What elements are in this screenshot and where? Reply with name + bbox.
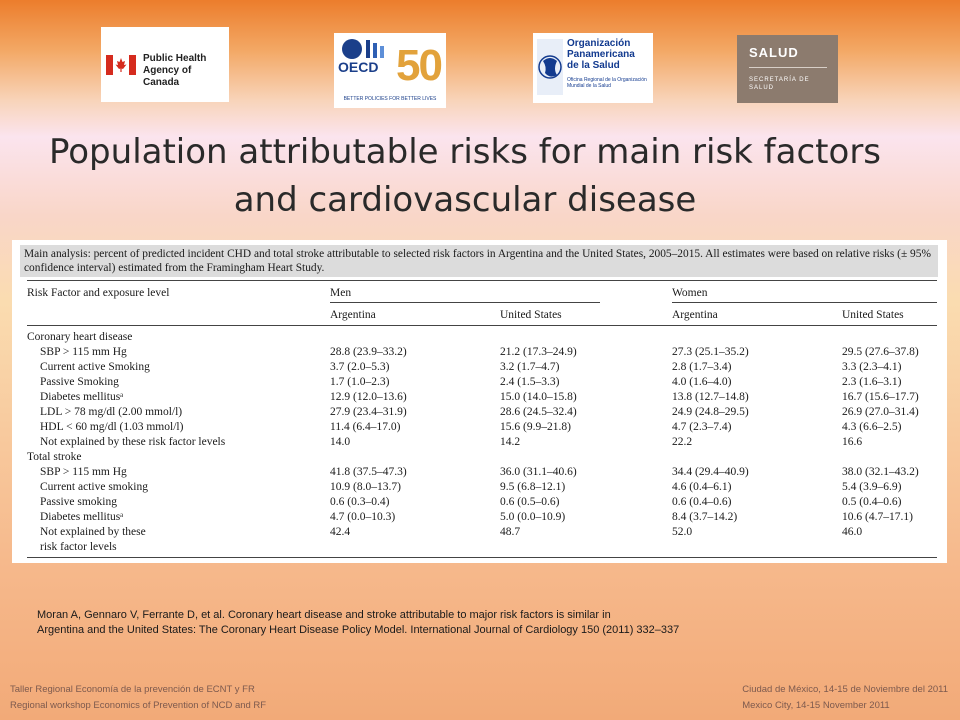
cell-men-united-states: 36.0 (31.1–40.6) xyxy=(500,466,577,478)
row-label: Passive smoking xyxy=(40,496,117,508)
cell-men-argentina: 28.8 (23.9–33.2) xyxy=(330,346,407,358)
risk-table xyxy=(12,240,947,563)
footer-left xyxy=(10,682,266,714)
cell-men-united-states: 15.0 (14.0–15.8) xyxy=(500,391,577,403)
men-group-rule xyxy=(330,302,600,303)
row-label: risk factor levels xyxy=(40,541,117,553)
table-row xyxy=(12,540,947,555)
header-women-united-states: United States xyxy=(842,309,904,321)
header-women-argentina: Argentina xyxy=(672,309,718,321)
table-row xyxy=(12,480,947,495)
cell-men-argentina: 11.4 (6.4–17.0) xyxy=(330,421,401,433)
cell-women-argentina: 4.7 (2.3–7.4) xyxy=(672,421,732,433)
table-header-rule xyxy=(27,325,937,326)
row-label: LDL > 78 mg/dl (2.00 mmol/l) xyxy=(40,406,183,418)
cell-women-argentina: 22.2 xyxy=(672,436,693,448)
ops-logo xyxy=(533,33,653,103)
header-women: Women xyxy=(672,287,708,299)
cell-men-argentina: 0.6 (0.3–0.4) xyxy=(330,496,390,508)
cell-men-argentina: 1.7 (1.0–2.3) xyxy=(330,376,390,388)
citation xyxy=(37,608,917,638)
row-label: Coronary heart disease xyxy=(27,331,133,343)
table-section-row xyxy=(12,450,947,465)
cell-men-argentina: 14.0 xyxy=(330,436,351,448)
cell-women-united-states: 2.3 (1.6–3.1) xyxy=(842,376,902,388)
citation-line-2: Argentina and the United States: The Coronary Heart Disease Policy Model. International Journal of Cardiology 150 (2011) 332–337 xyxy=(37,624,680,636)
row-label: Not explained by these risk factor levels xyxy=(40,436,226,448)
oecd-logo xyxy=(334,33,446,108)
ops-name: Organización Panamericana de la Salud xyxy=(567,38,635,71)
canada-flag-icon xyxy=(106,55,136,75)
cell-men-argentina: 12.9 (12.0–13.6) xyxy=(330,391,407,403)
oecd-globe-icon xyxy=(340,37,392,61)
salud-logo xyxy=(737,35,838,103)
phac-logo xyxy=(101,27,229,102)
table-row xyxy=(12,375,947,390)
cell-women-argentina: 52.0 xyxy=(672,526,693,538)
cell-women-united-states: 26.9 (27.0–31.4) xyxy=(842,406,919,418)
table-row xyxy=(12,345,947,360)
footer-right xyxy=(742,682,948,714)
cell-men-argentina: 10.9 (8.0–13.7) xyxy=(330,481,401,493)
salud-wordmark: SALUD xyxy=(749,45,799,60)
cell-men-united-states: 0.6 (0.5–0.6) xyxy=(500,496,560,508)
row-label: Current active Smoking xyxy=(40,361,150,373)
citation-line-1: Moran A, Gennaro V, Ferrante D, et al. Coronary heart disease and stroke attributable to major risk factors is similar in xyxy=(37,609,611,621)
cell-women-argentina: 24.9 (24.8–29.5) xyxy=(672,406,749,418)
table-row xyxy=(12,360,947,375)
table-row xyxy=(12,465,947,480)
footer-left-line-2: Regional workshop Economics of Prevention of NCD and RF xyxy=(10,700,267,711)
cell-men-united-states: 15.6 (9.9–21.8) xyxy=(500,421,571,433)
table-top-rule xyxy=(27,280,937,281)
oecd-fifty-mark: 50 xyxy=(396,41,441,90)
cell-women-argentina: 2.8 (1.7–3.4) xyxy=(672,361,732,373)
salud-divider xyxy=(749,67,827,68)
table-row xyxy=(12,435,947,450)
cell-women-united-states: 29.5 (27.6–37.8) xyxy=(842,346,919,358)
slide-title-line-1: Population attributable risks for main risk factors xyxy=(48,132,882,172)
phac-logo-text: Public Health Agency of Canada xyxy=(143,53,207,88)
footer-right-line-1: Ciudad de México, 14-15 de Noviembre del 2011 xyxy=(742,684,948,695)
row-label: Total stroke xyxy=(27,451,82,463)
cell-men-united-states: 14.2 xyxy=(500,436,521,448)
cell-men-argentina: 41.8 (37.5–47.3) xyxy=(330,466,407,478)
table-row xyxy=(12,390,947,405)
cell-women-argentina: 27.3 (25.1–35.2) xyxy=(672,346,749,358)
table-section-row xyxy=(12,330,947,345)
cell-men-argentina: 4.7 (0.0–10.3) xyxy=(330,511,396,523)
row-label: Not explained by these xyxy=(40,526,146,538)
women-group-rule xyxy=(672,302,937,303)
row-label: Current active smoking xyxy=(40,481,148,493)
header-risk-factor: Risk Factor and exposure level xyxy=(27,287,170,299)
row-label: HDL < 60 mg/dl (1.03 mmol/l) xyxy=(40,421,184,433)
slide-title xyxy=(0,128,930,224)
table-row xyxy=(12,495,947,510)
table-row xyxy=(12,525,947,540)
cell-men-united-states: 2.4 (1.5–3.3) xyxy=(500,376,560,388)
table-row xyxy=(12,405,947,420)
oecd-wordmark: OECD xyxy=(338,59,379,75)
cell-women-argentina: 13.8 (12.7–14.8) xyxy=(672,391,749,403)
slide-title-line-2: and cardiovascular disease xyxy=(233,180,697,220)
footer-right-line-2: Mexico City, 14-15 November 2011 xyxy=(742,700,890,711)
row-label: Diabetes mellitusᵃ xyxy=(40,391,124,403)
table-row xyxy=(12,420,947,435)
row-label: SBP > 115 mm Hg xyxy=(40,466,127,478)
cell-women-united-states: 5.4 (3.9–6.9) xyxy=(842,481,902,493)
salud-subtitle: SECRETARÍA DE SALUD xyxy=(749,77,810,91)
cell-women-united-states: 10.6 (4.7–17.1) xyxy=(842,511,913,523)
cell-men-united-states: 3.2 (1.7–4.7) xyxy=(500,361,560,373)
cell-women-argentina: 4.0 (1.6–4.0) xyxy=(672,376,732,388)
cell-women-argentina: 4.6 (0.4–6.1) xyxy=(672,481,732,493)
table-bottom-rule xyxy=(27,557,937,558)
row-label: Passive Smoking xyxy=(40,376,119,388)
cell-women-united-states: 16.7 (15.6–17.7) xyxy=(842,391,919,403)
row-label: Diabetes mellitusᵃ xyxy=(40,511,124,523)
cell-women-united-states: 0.5 (0.4–0.6) xyxy=(842,496,902,508)
row-label: SBP > 115 mm Hg xyxy=(40,346,127,358)
header-men-argentina: Argentina xyxy=(330,309,376,321)
cell-women-united-states: 38.0 (32.1–43.2) xyxy=(842,466,919,478)
cell-men-united-states: 9.5 (6.8–12.1) xyxy=(500,481,566,493)
cell-women-united-states: 16.6 xyxy=(842,436,863,448)
cell-women-argentina: 34.4 (29.4–40.9) xyxy=(672,466,749,478)
cell-women-united-states: 46.0 xyxy=(842,526,863,538)
table-row xyxy=(12,510,947,525)
cell-women-united-states: 4.3 (6.6–2.5) xyxy=(842,421,902,433)
cell-women-argentina: 0.6 (0.4–0.6) xyxy=(672,496,732,508)
oecd-tagline: BETTER POLICIES FOR BETTER LIVES xyxy=(343,96,437,102)
cell-men-united-states: 48.7 xyxy=(500,526,521,538)
cell-men-argentina: 27.9 (23.4–31.9) xyxy=(330,406,407,418)
cell-men-united-states: 5.0 (0.0–10.9) xyxy=(500,511,566,523)
header-men-united-states: United States xyxy=(500,309,562,321)
cell-women-argentina: 8.4 (3.7–14.2) xyxy=(672,511,738,523)
table-caption: Main analysis: percent of predicted incident CHD and total stroke attributable to selected risk factors in Argentina and the United States, 2005–2015. All estimates were based on relative risks (± 95% confidence interval) estimated from the Framingham Heart Study. xyxy=(20,245,938,277)
ops-emblem-icon xyxy=(537,39,563,95)
cell-men-argentina: 3.7 (2.0–5.3) xyxy=(330,361,390,373)
cell-men-united-states: 28.6 (24.5–32.4) xyxy=(500,406,577,418)
cell-men-argentina: 42.4 xyxy=(330,526,351,538)
cell-men-united-states: 21.2 (17.3–24.9) xyxy=(500,346,577,358)
footer-left-line-1: Taller Regional Economía de la prevención de ECNT y FR xyxy=(10,684,255,695)
cell-women-united-states: 3.3 (2.3–4.1) xyxy=(842,361,902,373)
header-men: Men xyxy=(330,287,352,299)
ops-subtitle: Oficina Regional de la Organización Mundial de la Salud xyxy=(567,77,647,89)
